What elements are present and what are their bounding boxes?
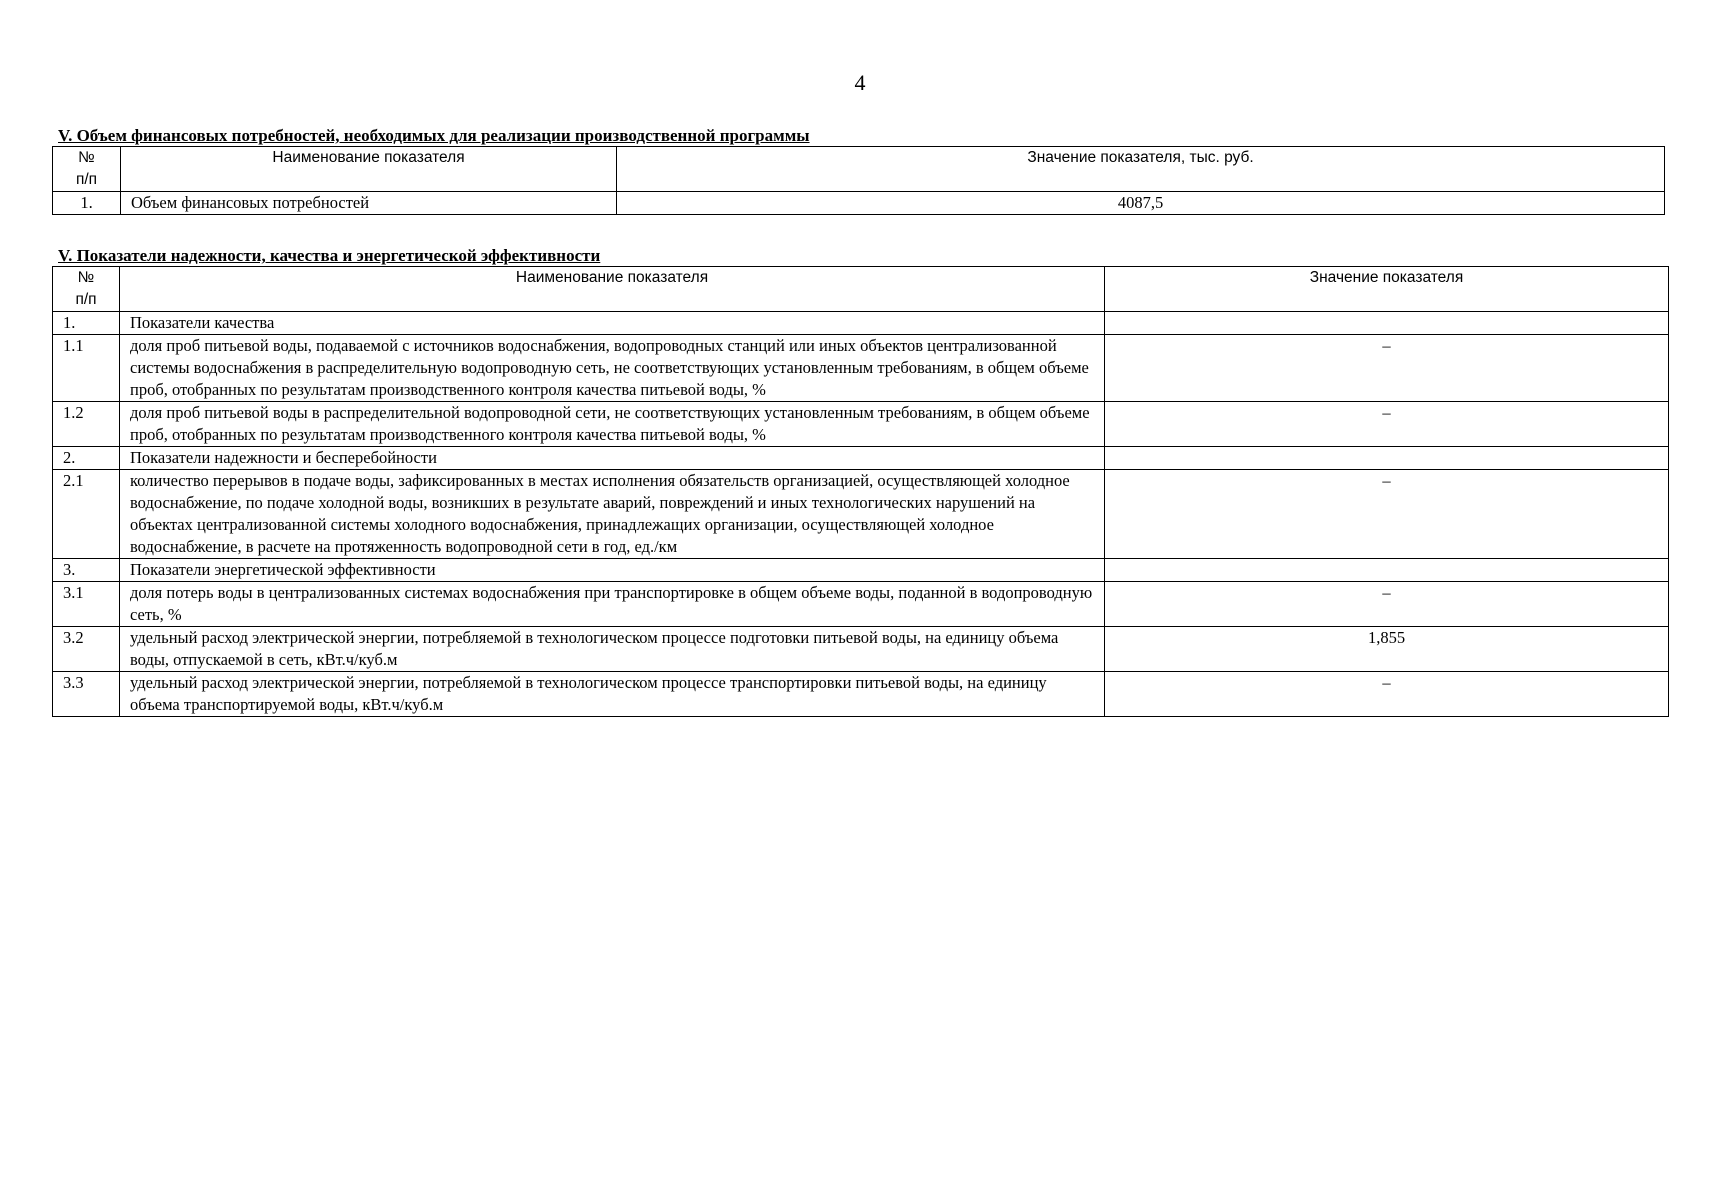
row-name: Объем финансовых потребностей [121, 192, 617, 215]
column-header-name: Наименование показателя [121, 147, 617, 192]
row-number: 3.2 [53, 627, 120, 672]
row-value: – [1105, 335, 1669, 402]
row-number: 1. [53, 312, 120, 335]
section-1-title: V. Объем финансовых потребностей, необходимых для реализации производственной программы [58, 126, 810, 145]
row-number: 1.2 [53, 402, 120, 447]
table-header-row [53, 267, 1669, 312]
row-name: удельный расход электрической энергии, потребляемой в технологическом процессе подготовки питьевой воды, на единицу объема воды, отпускаемой в сеть, кВт.ч/куб.м [120, 627, 1105, 672]
row-number: 1. [53, 192, 121, 215]
table-row-group-heading [53, 559, 1669, 582]
row-name: Показатели надежности и бесперебойности [120, 447, 1105, 470]
row-number: 3.3 [53, 672, 120, 717]
row-number: 1.1 [53, 335, 120, 402]
table-row [53, 192, 1665, 215]
column-header-value: Значение показателя [1105, 267, 1669, 312]
column-header-value: Значение показателя, тыс. руб. [617, 147, 1665, 192]
table-header-row [53, 147, 1665, 192]
section-2-title: V. Показатели надежности, качества и энергетической эффективности [58, 246, 601, 265]
table-row [53, 335, 1669, 402]
financial-needs-table [52, 146, 1665, 215]
row-name: доля проб питьевой воды, подаваемой с источников водоснабжения, водопроводных станций или иных объектов централизованной системы водоснабжения в распределительную водопроводную сеть, не соответствующих установленным требованиям, в общем объеме проб, отобранных по результатам производственного контроля качества питьевой воды, % [120, 335, 1105, 402]
row-name: удельный расход электрической энергии, потребляемой в технологическом процессе транспортировки питьевой воды, на единицу объема транспортируемой воды, кВт.ч/куб.м [120, 672, 1105, 717]
table-row-group-heading [53, 312, 1669, 335]
row-name: количество перерывов в подаче воды, зафиксированных в местах исполнения обязательств организацией, осуществляющей холодное водоснабжение, по подаче холодной воды, возникших в результате аварий, повреждений и иных технологических нарушений на объектах централизованной системы холодного водоснабжения, принадлежащих организации, осуществляющей холодное водоснабжение, в расчете на протяженность водопроводной сети в год, ед./км [120, 470, 1105, 559]
table-row [53, 672, 1669, 717]
row-value [1105, 559, 1669, 582]
row-name: Показатели качества [120, 312, 1105, 335]
row-value [1105, 312, 1669, 335]
row-value: – [1105, 672, 1669, 717]
column-header-number-line2: п/п [75, 171, 98, 188]
row-value: 1,855 [1105, 627, 1669, 672]
column-header-name: Наименование показателя [120, 267, 1105, 312]
row-value: 4087,5 [617, 192, 1665, 215]
row-number: 2.1 [53, 470, 120, 559]
table-row [53, 470, 1669, 559]
row-value: – [1105, 402, 1669, 447]
row-name: доля потерь воды в централизованных системах водоснабжения при транспортировке в общем объеме воды, поданной в водопроводную сеть, % [120, 582, 1105, 627]
row-number: 2. [53, 447, 120, 470]
table-row [53, 402, 1669, 447]
row-value: – [1105, 470, 1669, 559]
page-number: 4 [854, 70, 866, 95]
table-row [53, 582, 1669, 627]
row-value [1105, 447, 1669, 470]
column-header-number-line2: п/п [75, 291, 97, 308]
column-header-number [53, 147, 121, 192]
row-value: – [1105, 582, 1669, 627]
column-header-number [53, 267, 120, 312]
row-number: 3.1 [53, 582, 120, 627]
table-row [53, 627, 1669, 672]
column-header-number-line1: № [77, 269, 95, 286]
row-name: Показатели энергетической эффективности [120, 559, 1105, 582]
column-header-number-line1: № [78, 149, 95, 166]
table-row-group-heading [53, 447, 1669, 470]
indicators-table [52, 266, 1669, 717]
row-number: 3. [53, 559, 120, 582]
row-name: доля проб питьевой воды в распределительной водопроводной сети, не соответствующих установленным требованиям, в общем объеме проб, отобранных по результатам производственного контроля качества питьевой воды, % [120, 402, 1105, 447]
